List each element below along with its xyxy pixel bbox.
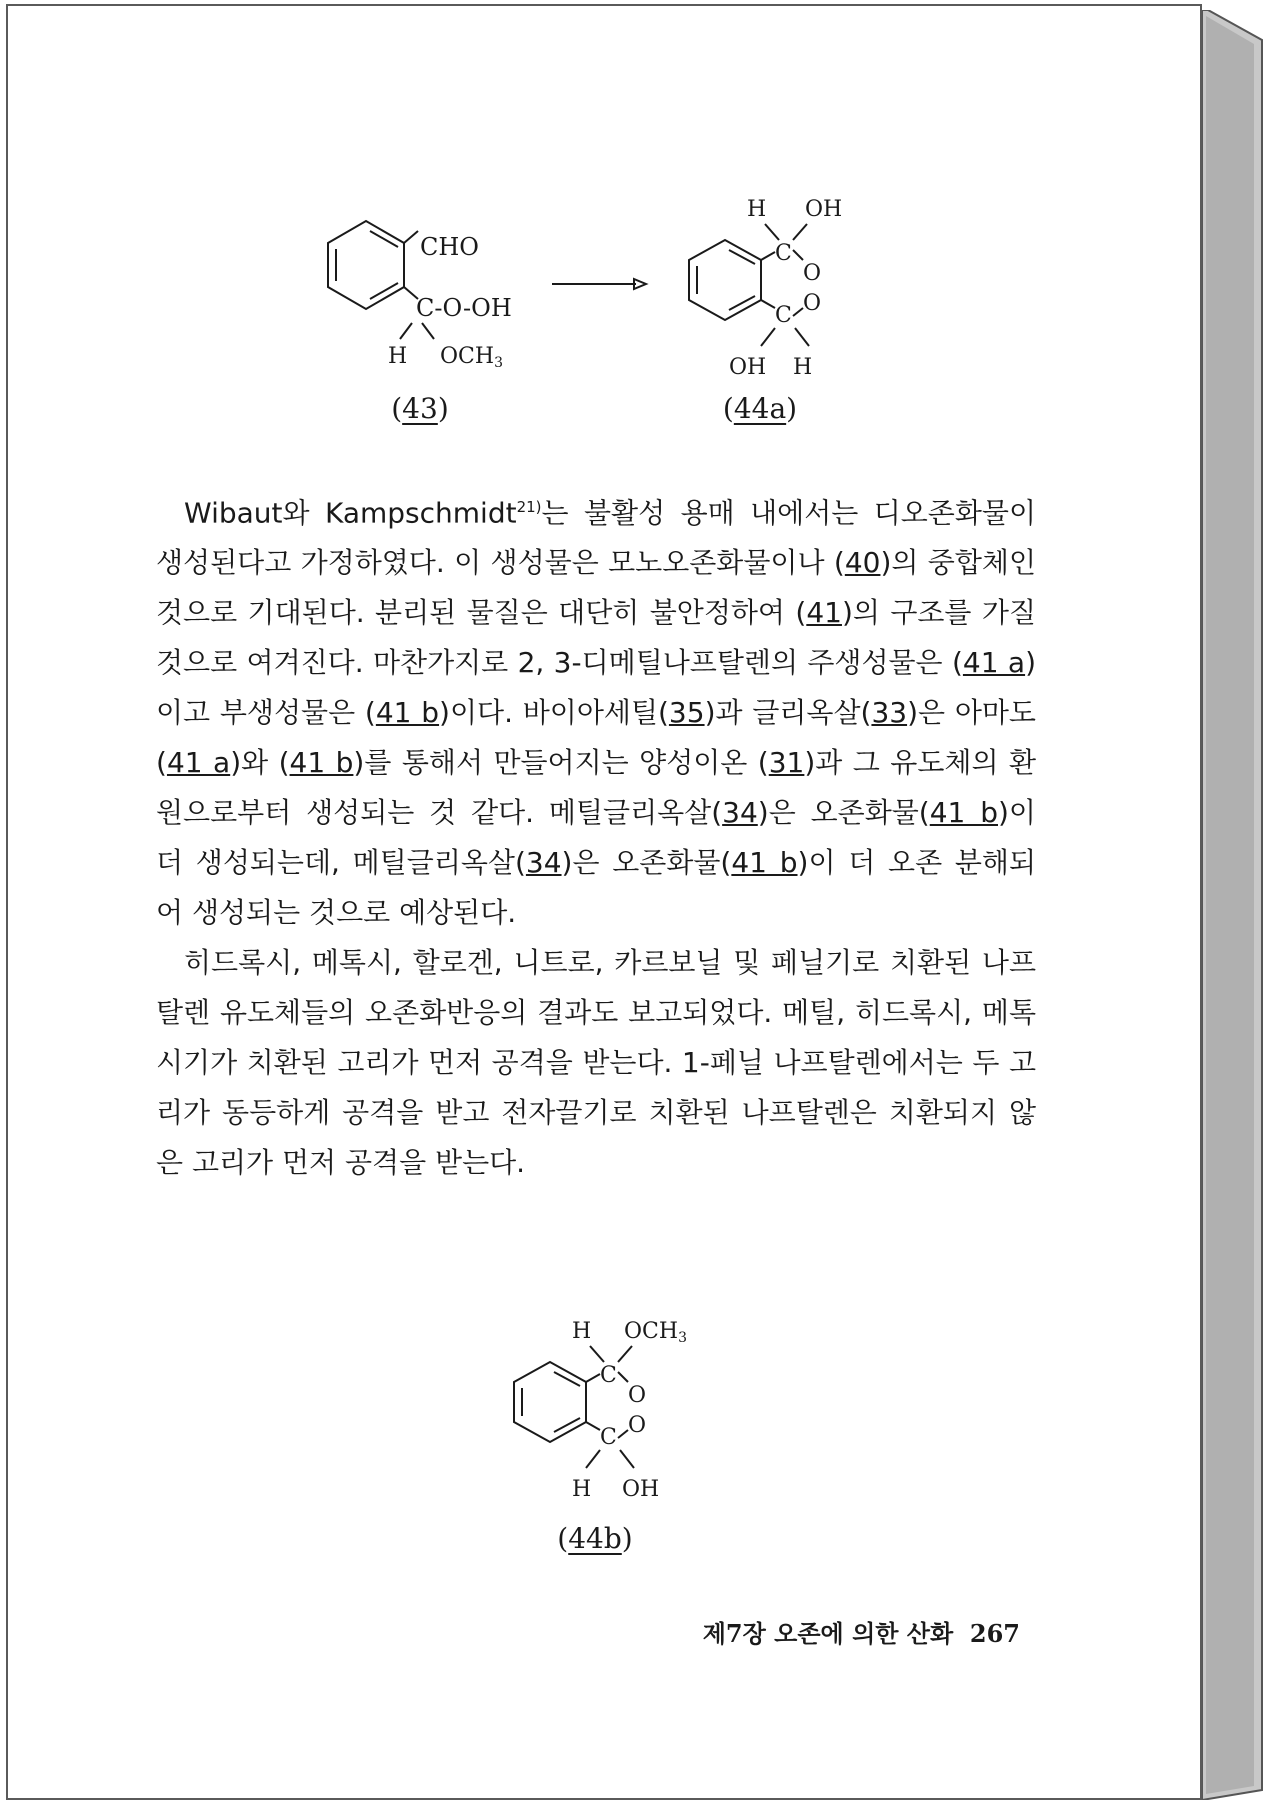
group-cho: CHO: [420, 233, 479, 261]
atom-o2: O: [628, 1413, 647, 1438]
group-c-ooh: C-O-OH: [416, 294, 512, 322]
atom-h-top: H: [747, 197, 767, 222]
page-number: 267: [969, 1619, 1020, 1648]
atom-c-top: C: [775, 241, 792, 266]
compound-label-43: (43): [391, 392, 449, 425]
structure-44a: [675, 188, 865, 388]
page-footer: [640, 1614, 1020, 1649]
compound-label-44b: (44b): [557, 1522, 633, 1555]
atom-c-bottom: C: [600, 1425, 617, 1450]
benzene-ring: [328, 221, 404, 309]
reaction-arrow: [550, 274, 650, 294]
structure-44b: [500, 1310, 710, 1510]
compound-label-44a: (44a): [722, 392, 798, 425]
group-h: H: [388, 344, 408, 369]
atom-c-bottom: C: [775, 303, 792, 328]
paragraph-1: Wibaut와 Kampschmidt$^{21)}$는 불활성 용매 내에서는 디오존화물이 생성된다고 가정하였다. 이 생성물은 모노오존화물이나 (40)의 중합체인 것으로 기대된다. 분리된 물질은 대단히 불안정하여 (41)의 구조를 가질 것으로 여겨진다. 마찬가지로 2, 3-디메틸나프탈렌의 주생성물은 (41 a)이고 부생성물은 (41 b)이다. 바이아세틸(35)과 글리옥살(33)은 아마도 (41 a)와 (41 b)를 통해서 만들어지는 양성이온 (31)과 그 유도체의 환원으로부터 생성되는 것 같다. 메틸글리옥살(34)은 오존화물(41 b)이 더 생성되는데, 메틸글리옥살(34)은 오존화물(41 b)이 더 오존 분해되어 생성되는 것으로 예상된다.: [156, 496, 1037, 930]
atom-o1: O: [803, 261, 822, 286]
chapter-title: 제7장 오존에 의한 산화: [702, 1619, 954, 1648]
atom-oh-bottom: OH: [729, 355, 767, 380]
atom-o1: O: [628, 1383, 647, 1408]
structure-43: [300, 215, 530, 375]
page-edge-shadow: [1202, 10, 1270, 1800]
atom-oh-bottom: OH: [622, 1477, 660, 1502]
body-text: [156, 482, 1036, 1188]
atom-h-bottom: H: [793, 355, 813, 380]
group-och3: OCH3: [440, 344, 503, 371]
atom-c-top: C: [600, 1363, 617, 1388]
atom-h-top: H: [572, 1319, 592, 1344]
atom-h-bottom: H: [572, 1477, 592, 1502]
atom-och3: OCH3: [624, 1319, 687, 1346]
atom-oh-top: OH: [805, 197, 843, 222]
benzene-ring: [514, 1362, 586, 1442]
benzene-ring: [689, 240, 761, 320]
atom-o2: O: [803, 291, 822, 316]
paragraph-2: 히드록시, 메톡시, 할로겐, 니트로, 카르보닐 및 페닐기로 치환된 나프탈렌 유도체들의 오존화반응의 결과도 보고되었다. 메틸, 히드록시, 메톡시기가 치환된 고리가 먼저 공격을 받는다. 1-페닐 나프탈렌에서는 두 고리가 동등하게 공격을 받고 전자끌기로 치환된 나프탈렌은 치환되지 않은 고리가 먼저 공격을 받는다.: [156, 946, 1036, 1180]
